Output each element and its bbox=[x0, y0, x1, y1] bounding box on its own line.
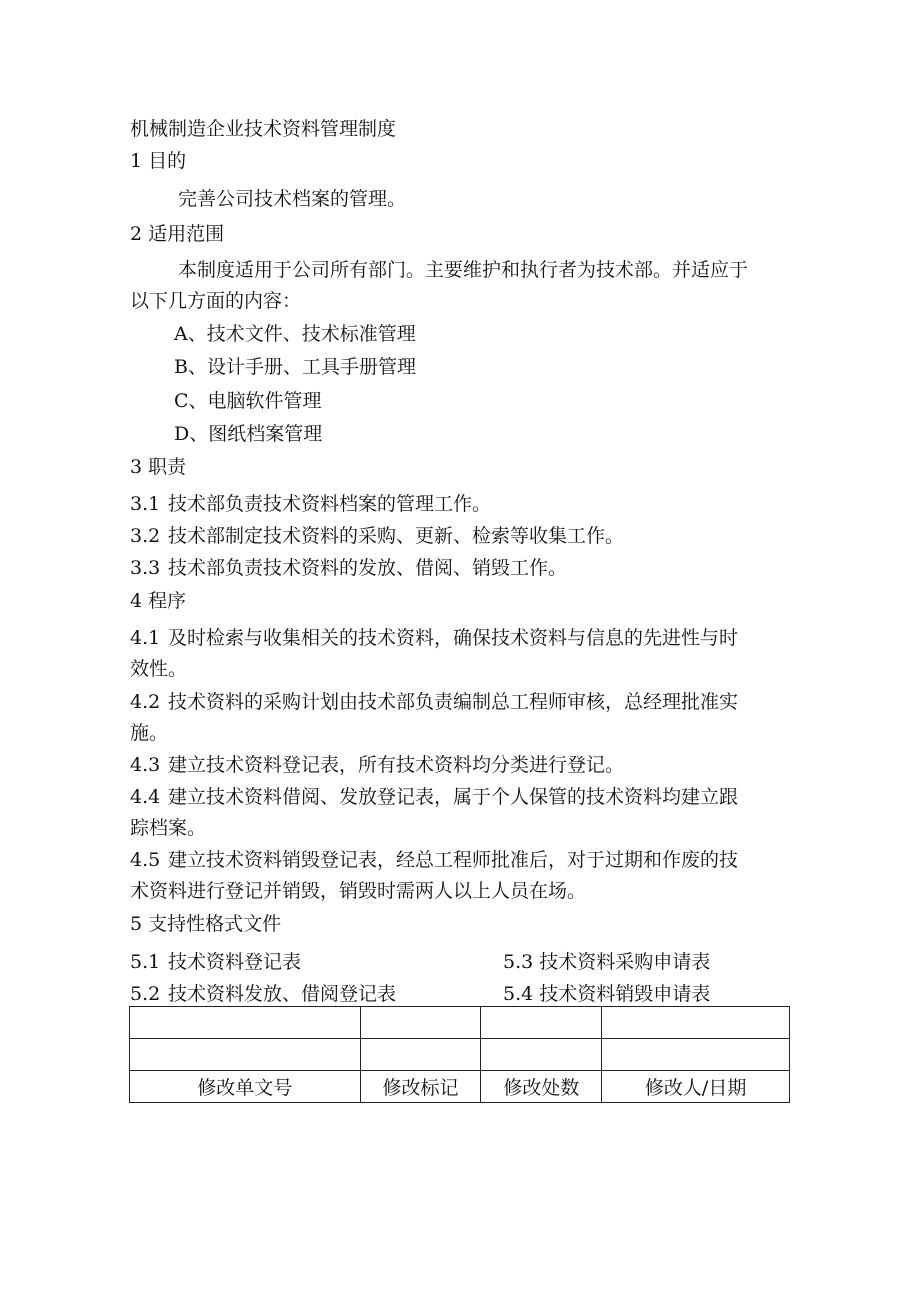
form-item: 5.4 技术资料销毁申请表 bbox=[503, 983, 711, 1005]
scope-item: D、图纸档案管理 bbox=[174, 423, 323, 445]
table-cell bbox=[602, 1039, 790, 1071]
procedure-item-cont: 术资料进行登记并销毁，销毁时需两人以上人员在场。 bbox=[130, 880, 587, 902]
item-text: 技术资料的采购计划由技术部负责编制总工程师审核，总经理批准实 bbox=[168, 691, 739, 713]
section-4-heading: 4 程序 bbox=[130, 590, 187, 612]
document-title: 机械制造企业技术资料管理制度 bbox=[130, 118, 397, 140]
item-number: 5.1 bbox=[130, 951, 161, 973]
table-cell bbox=[481, 1007, 602, 1039]
form-item bbox=[130, 982, 396, 1006]
table-cell bbox=[360, 1007, 481, 1039]
section-1-heading: 1 目的 bbox=[130, 150, 187, 172]
table-row bbox=[130, 1039, 790, 1071]
revision-table bbox=[129, 1006, 790, 1103]
table-cell bbox=[602, 1007, 790, 1039]
item-number: 4.5 bbox=[130, 849, 161, 871]
item-text: 技术资料发放、借阅登记表 bbox=[168, 983, 397, 1005]
item-text: 建立技术资料销毁登记表，经总工程师批准后，对于过期和作废的技 bbox=[168, 849, 739, 871]
table-row bbox=[130, 1007, 790, 1039]
procedure-item bbox=[130, 626, 738, 650]
item-text: 建立技术资料借阅、发放登记表，属于个人保管的技术资料均建立跟 bbox=[168, 786, 739, 808]
item-number: 3.3 bbox=[130, 557, 161, 579]
item-number: 4.2 bbox=[130, 691, 161, 713]
header-count: 修改处数 bbox=[481, 1071, 602, 1103]
scope-item: A、技术文件、技术标准管理 bbox=[174, 323, 416, 345]
section-3-heading: 3 职责 bbox=[130, 456, 187, 478]
section-2-body-line2: 以下几方面的内容： bbox=[130, 290, 302, 312]
item-text: 建立技术资料登记表，所有技术资料均分类进行登记。 bbox=[168, 754, 625, 776]
section-5-heading: 5 支持性格式文件 bbox=[130, 913, 282, 935]
table-cell bbox=[481, 1039, 602, 1071]
item-number: 4.4 bbox=[130, 786, 161, 808]
table-cell bbox=[130, 1039, 361, 1071]
duty-item bbox=[130, 524, 624, 548]
table-cell bbox=[360, 1039, 481, 1071]
procedure-item-cont: 踪档案。 bbox=[130, 817, 207, 839]
procedure-item bbox=[130, 690, 738, 714]
item-text: 技术部制定技术资料的采购、更新、检索等收集工作。 bbox=[168, 525, 625, 547]
item-number: 3.1 bbox=[130, 493, 161, 515]
item-text: 技术部负责技术资料的发放、借阅、销毁工作。 bbox=[168, 557, 568, 579]
table-cell bbox=[130, 1007, 361, 1039]
procedure-item-cont: 效性。 bbox=[130, 658, 188, 680]
item-number: 4.1 bbox=[130, 627, 161, 649]
header-mark: 修改标记 bbox=[360, 1071, 481, 1103]
scope-item: B、设计手册、工具手册管理 bbox=[174, 356, 416, 378]
item-text: 技术部负责技术资料档案的管理工作。 bbox=[168, 493, 492, 515]
form-item bbox=[130, 950, 301, 974]
item-text: 及时检索与收集相关的技术资料，确保技术资料与信息的先进性与时 bbox=[168, 627, 739, 649]
section-1-body: 完善公司技术档案的管理。 bbox=[178, 188, 407, 210]
duty-item bbox=[130, 556, 567, 580]
item-number: 5.2 bbox=[130, 983, 161, 1005]
form-item: 5.3 技术资料采购申请表 bbox=[503, 951, 711, 973]
section-2-body-line1: 本制度适用于公司所有部门。主要维护和执行者为技术部。并适应于 bbox=[178, 259, 749, 281]
duty-item bbox=[130, 492, 491, 516]
item-number: 4.3 bbox=[130, 754, 161, 776]
procedure-item bbox=[130, 785, 738, 809]
procedure-item bbox=[130, 848, 738, 872]
table-header-row bbox=[130, 1071, 790, 1103]
procedure-item bbox=[130, 753, 624, 777]
procedure-item-cont: 施。 bbox=[130, 722, 169, 744]
item-text: 技术资料登记表 bbox=[168, 951, 302, 973]
section-2-heading: 2 适用范围 bbox=[130, 223, 225, 245]
item-number: 3.2 bbox=[130, 525, 161, 547]
header-person-date: 修改人/日期 bbox=[602, 1071, 790, 1103]
scope-item: C、电脑软件管理 bbox=[174, 390, 322, 412]
header-doc-number: 修改单文号 bbox=[130, 1071, 361, 1103]
